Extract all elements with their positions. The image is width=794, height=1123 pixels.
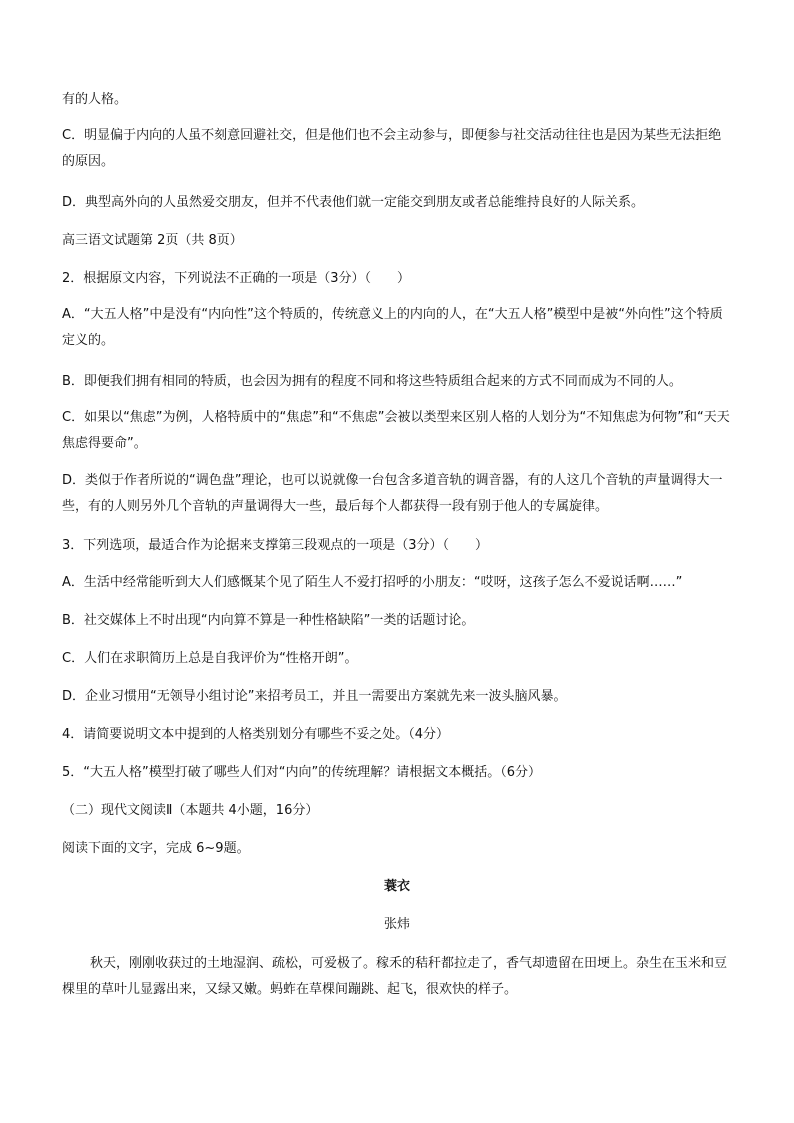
- question-3-option-a: A．生活中经常能听到大人们感慨某个见了陌生人不爱打招呼的小朋友：“哎呀，这孩子怎么不爱说话啊……”: [62, 575, 683, 590]
- question-2-option-a: A．“大五人格”中是没有“内向性”这个特质的，传统意义上的内向的人，在“大五人格”模型中是被“外向性”这个特质定义的。: [62, 307, 723, 348]
- question-3-option-d: D．企业习惯用“无领导小组讨论”来招考员工，并且一需要出方案就先来一波头脑风暴。: [62, 689, 567, 704]
- text-line-continuation: 有的人格。: [62, 92, 128, 107]
- story-paragraph: 秋天，刚刚收获过的土地湿润、疏松，可爱极了。稼禾的秸秆都拉走了，香气却遗留在田埂上。杂生在玉米和豆棵里的草叶儿显露出来，又绿又嫩。蚂蚱在草棵间蹦跳、起飞，很欢快的样子。: [62, 956, 728, 997]
- question-5: 5．“大五人格”模型打破了哪些人们对“内向”的传统理解？请根据文本概括。（6分）: [62, 765, 541, 780]
- story-author: 张炜: [383, 917, 410, 932]
- option-c-paragraph: C．明显偏于内向的人虽不刻意回避社交，但是他们也不会主动参与，即便参与社交活动往往也是因为某些无法拒绝的原因。: [62, 128, 722, 169]
- section-instructions: 阅读下面的文字，完成 6~9题。: [62, 841, 250, 856]
- question-3-option-b: B．社交媒体上不时出现“内向算不算是一种性格缺陷”一类的话题讨论。: [62, 613, 475, 628]
- question-3: 3．下列选项，最适合作为论据来支撑第三段观点的一项是（3分）（ ）: [62, 538, 489, 553]
- story-title: 蓑衣: [383, 879, 410, 894]
- page-footer: 高三语文试题第 2页（共 8页）: [62, 233, 243, 248]
- question-3-option-c: C．人们在求职简历上总是自我评价为“性格开朗”。: [62, 651, 358, 666]
- question-2-option-d: D．类似于作者所说的“调色盘”理论，也可以说就像一台包含多道音轨的调音器，有的人这几个音轨的声量调得大一些，有的人则另外几个音轨的声量调得大一些，最后每个人都获得一段有别于他人的专属旋律。: [62, 473, 723, 514]
- question-2-option-c: C．如果以“焦虑”为例，人格特质中的“焦虑”和“不焦虑”会被以类型来区别人格的人划分为“不知焦虑为何物”和“天天焦虑得要命”。: [62, 410, 730, 451]
- question-2: 2．根据原文内容，下列说法不正确的一项是（3分）（ ）: [62, 271, 411, 286]
- option-d-paragraph: D．典型高外向的人虽然爱交朋友，但并不代表他们就一定能交到朋友或者总能维持良好的人际关系。: [62, 195, 645, 210]
- question-2-option-b: B．即便我们拥有相同的特质，也会因为拥有的程度不同和将这些特质组合起来的方式不同而成为不同的人。: [62, 374, 682, 389]
- question-4: 4．请简要说明文本中提到的人格类别划分有哪些不妥之处。（4分）: [62, 727, 450, 742]
- section-heading: （二）现代文阅读Ⅱ（本题共 4小题，16分）: [62, 803, 319, 818]
